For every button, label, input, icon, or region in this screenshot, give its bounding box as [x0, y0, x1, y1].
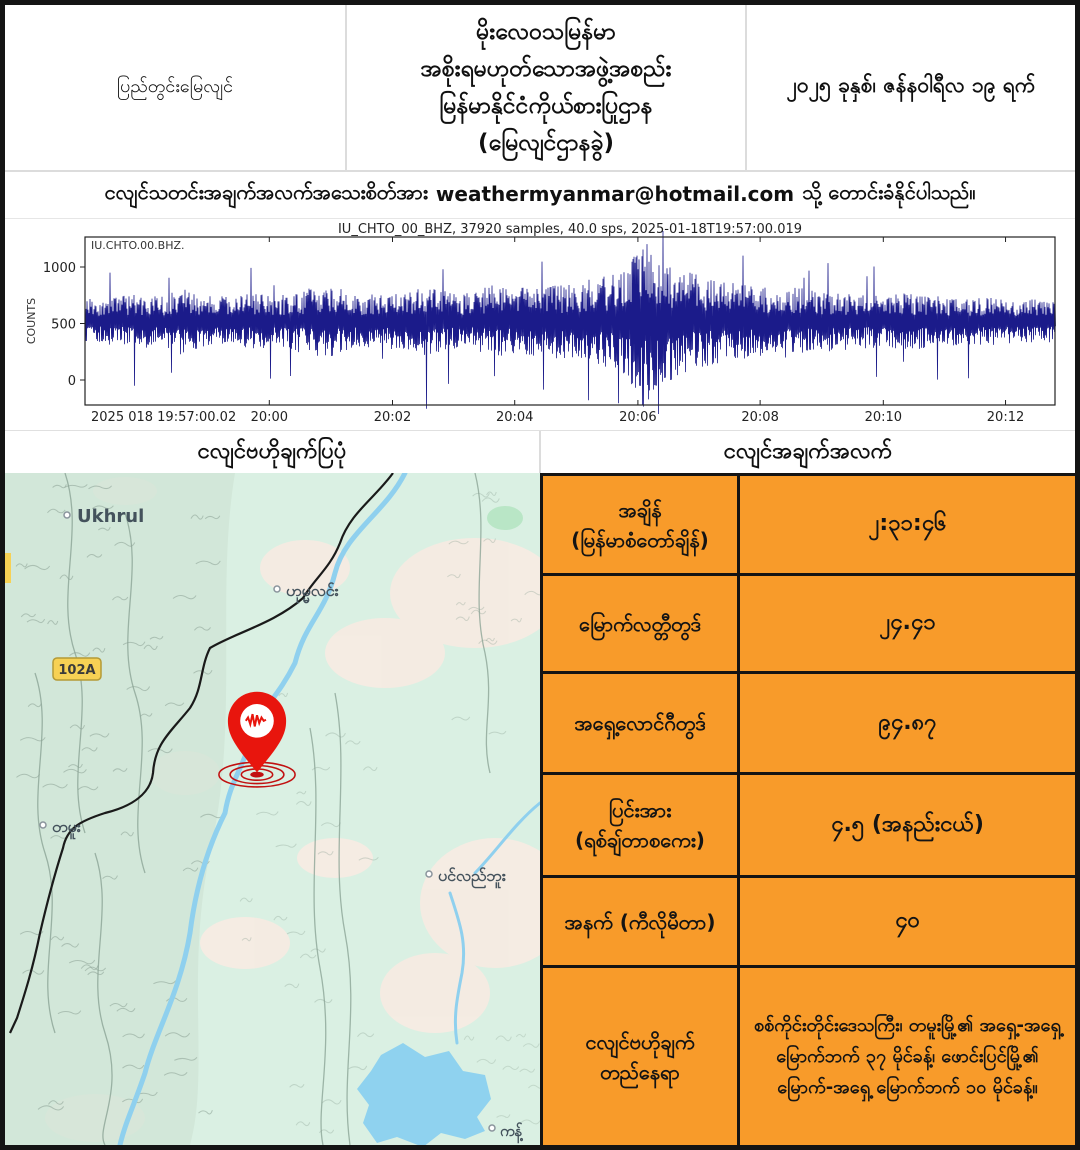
- partial-town-dot: [489, 1125, 495, 1131]
- row-label-line2: (မြန်မာစံတော်ချိန်): [571, 527, 709, 552]
- row-label-line2: (ရစ်ချ်တာစကေး): [575, 828, 705, 852]
- ukhrul-dot: [64, 512, 70, 518]
- row-label-line1: အရှေ့လောင်ဂီတွဒ်: [574, 711, 706, 735]
- y-tick-label: 500: [51, 317, 76, 333]
- x-tick-label: 20:04: [495, 410, 534, 425]
- row-label-line2: တည်နေရာ: [600, 1059, 680, 1084]
- org-line-2: အစိုးရမဟုတ်သောအဖွဲ့အစည်း: [420, 55, 672, 82]
- chart-title: IU_CHTO_00_BHZ, 37920 samples, 40.0 sps, 2025-01-18T19:57:00.019: [337, 222, 803, 237]
- row-label-line1: အချိန်: [618, 497, 662, 522]
- row-label-line1: မြောက်လတ္တီတွဒ်: [579, 611, 701, 636]
- x-tick-label: 20:02: [373, 410, 412, 425]
- org-line-1: မိုးလေဝသမြန်မာ: [476, 18, 616, 45]
- header-left-label: ပြည်တွင်းမြေလျင်: [117, 76, 233, 97]
- x-tick-label: 20:12: [986, 410, 1025, 425]
- map-road-sliver: [5, 553, 11, 583]
- row-label-line1: အနက် (ကီလိုမီတာ): [564, 909, 716, 934]
- contact-line: [5, 170, 1075, 219]
- tamu-dot: [40, 822, 46, 828]
- label-partial-town: ကန့်: [500, 1122, 523, 1140]
- x-tick-label: 20:08: [741, 410, 779, 425]
- bottom-section: [5, 473, 1075, 1145]
- contact-email-link[interactable]: weathermyanmar@hotmail.com: [435, 182, 795, 206]
- table-row-magnitude: [543, 775, 1075, 878]
- table-row-location: [543, 968, 1075, 1145]
- header-org-title: [345, 5, 745, 170]
- pinlebu-dot: [426, 871, 432, 877]
- chart-trace-label: IU.CHTO.00.BHZ.: [91, 239, 185, 252]
- contact-suffix: သို့ တောင်းခံနိုင်ပါသည်။: [802, 180, 976, 204]
- row-value: စစ်ကိုင်းတိုင်းဒေသကြီး၊ တမူးမြို့၏ အရှေ့-အရှေ့ မြောက်ဘက် ၃၇ မိုင်ခန့်၊ ဖောင်းပြင်မြို့၏ မြောက်-အရှေ့ မြောက်ဘက် ၁၀ မိုင်ခန့်။: [754, 1015, 1061, 1098]
- row-label: [543, 476, 740, 573]
- header-date: ၂၀၂၅ ခုနှစ်၊ ဇန်နဝါရီလ ၁၉ ရက်: [745, 5, 1075, 170]
- earthquake-info-table: [540, 473, 1075, 1145]
- x-tick-label: 20:00: [250, 410, 289, 425]
- road-badge-label: 102A: [58, 663, 96, 678]
- table-row-time: [543, 476, 1075, 576]
- row-label: [543, 968, 740, 1145]
- label-pinlebu: ပင်လည်ဘူး: [438, 866, 506, 885]
- row-label: [543, 576, 740, 671]
- map-road-badge: [53, 658, 101, 680]
- org-line-4: (မြေလျင်ဌာနခွဲ): [478, 129, 614, 156]
- row-label: [543, 674, 740, 772]
- table-row-depth: [543, 878, 1075, 968]
- section-header-row: [5, 430, 1075, 474]
- section-header-info: ငလျင်အချက်အလက်: [539, 431, 1075, 474]
- homalin-dot: [274, 586, 280, 592]
- map-green-patch: [487, 506, 523, 530]
- chart-ylabel: COUNTS: [25, 297, 38, 345]
- y-tick-label: 0: [67, 374, 76, 389]
- table-row-longitude: [543, 674, 1075, 775]
- seismogram-chart: [5, 218, 1075, 430]
- row-label-line1: ငလျင်ဗဟိုချက်: [585, 1029, 695, 1054]
- row-value: ၉၄.၈၇: [878, 709, 937, 735]
- row-value: ၄၀: [895, 908, 920, 933]
- row-label: [543, 878, 740, 965]
- seismogram-section: [5, 218, 1075, 430]
- epicenter-center-dot: [250, 772, 263, 778]
- row-label-line1: ပြင်းအား: [608, 798, 672, 822]
- epicenter-map: [5, 473, 540, 1145]
- row-label: [543, 775, 740, 875]
- map-canvas: [5, 473, 540, 1145]
- org-line-3: မြန်မာနိုင်ငံကိုယ်စားပြုဌာန: [439, 92, 653, 119]
- label-homalin: ဟုမ္မလင်း: [286, 581, 339, 600]
- x-tick-label: 20:06: [619, 410, 657, 425]
- label-ukhrul: Ukhrul: [77, 506, 145, 527]
- x-tick-label: 20:10: [864, 410, 903, 425]
- contact-prefix: ငလျင်သတင်းအချက်အလက်အသေးစိတ်အား: [104, 180, 428, 204]
- row-value: ၂:၃၁:၄၆: [868, 511, 947, 536]
- chart-axes-and-waveform: [43, 231, 1056, 425]
- section-header-map: ငလျင်ဗဟိုချက်ပြပုံ: [197, 439, 347, 464]
- x-tick-label: 2025 018 19:57:00.02: [91, 410, 237, 425]
- pin-inner-circle: [240, 704, 274, 738]
- row-value: ၂၄.၄၁: [879, 610, 936, 635]
- table-row-latitude: [543, 576, 1075, 674]
- label-tamu: တမူး: [52, 817, 81, 836]
- y-tick-label: 1000: [42, 261, 76, 276]
- row-value: ၄.၅ (အနည်းငယ်): [831, 811, 984, 837]
- header: [5, 5, 1075, 172]
- waveform-trace: [85, 231, 1056, 414]
